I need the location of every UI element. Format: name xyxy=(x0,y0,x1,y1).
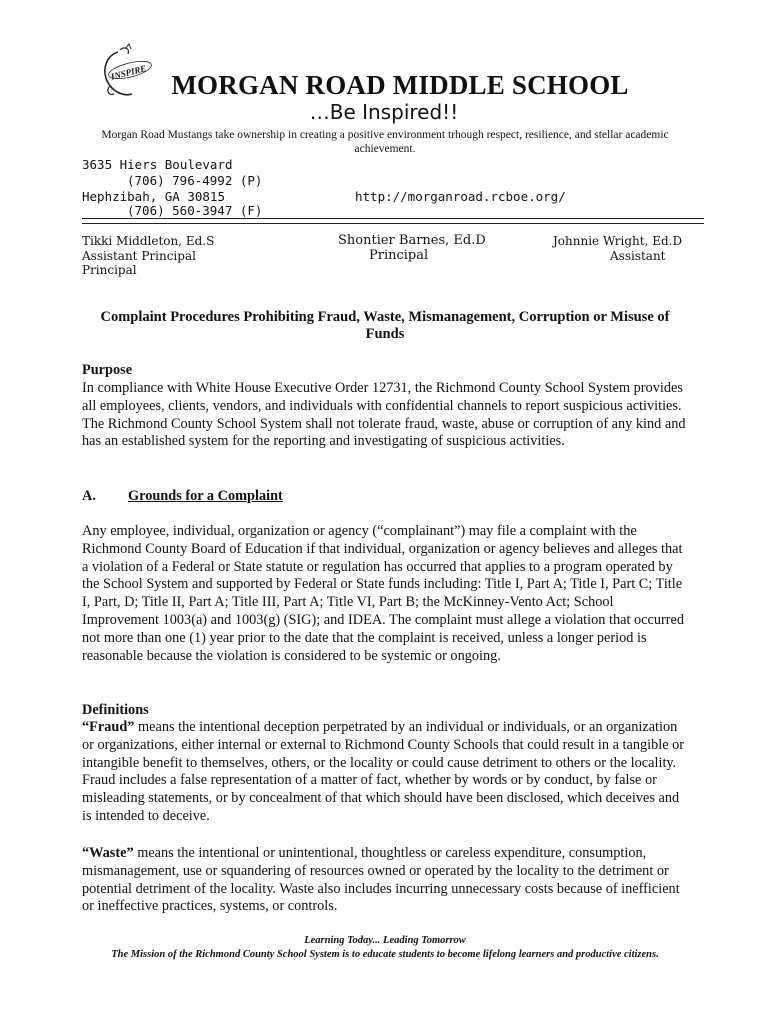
principal-name: Shontier Barnes, Ed.D xyxy=(338,233,486,248)
address-line-1: 3635 Hiers Boulevard xyxy=(82,157,233,172)
page-footer xyxy=(82,934,688,962)
waste-definition xyxy=(82,845,688,916)
assistant-principal-left-name: Tikki Middleton, Ed.S xyxy=(82,234,215,248)
assistant-principal-left-title: Assistant Principal xyxy=(82,249,196,263)
section-a-title: Grounds for a Complaint xyxy=(128,488,283,504)
purpose-heading: Purpose xyxy=(82,362,133,378)
fraud-text: means the intentional deception perpetrated by an individual or individuals, or an organization or organizations, either internal or external to Richmond County Schools that could result in a tangible or intangible benefit to themselves, others, or the locality or could cause detriment to others or the locality. Fraud includes a false representation of a matter of fact, whether by words or by conduct, by false or misleading statements, or by concealment of that which should have been disclosed, which deceives and is intended to deceive. xyxy=(82,719,685,824)
header-divider-top xyxy=(82,218,704,219)
fraud-definition xyxy=(82,719,688,826)
mission-statement: Morgan Road Mustangs take ownership in creating a positive environment trhough respect, resilience, and stellar academic achievement. xyxy=(101,129,669,155)
assistant-principal-right-title: Assistant xyxy=(610,249,666,263)
section-a-letter: A. xyxy=(82,488,96,504)
principal-title: Principal xyxy=(369,248,429,263)
logo-text: INSPIRE xyxy=(109,63,148,82)
document-title: Complaint Procedures Prohibiting Fraud, Waste, Mismanagement, Corruption or Misuse of Funds xyxy=(100,309,670,342)
waste-term: “Waste” xyxy=(82,845,134,861)
fraud-term: “Fraud” xyxy=(82,719,135,735)
address-line-2: Hephzibah, GA 30815 xyxy=(82,189,225,204)
school-tagline: …Be Inspired!! xyxy=(309,100,459,124)
website-link[interactable]: http://morganroad.rcboe.org/ xyxy=(355,189,566,204)
phone-number: (706) 796-4992 (P) xyxy=(127,173,263,188)
section-a-paragraph: Any employee, individual, organization or agency (“complainant”) may file a complaint with the Richmond County Board of Education if that individual, organization or agency believes and alleges that a violation of a Federal or State statute or regulation has occurred that applies to a program operated by the School System and supported by Federal or State funds including: Title I, Part A; Title I, Part C; Title I, Part, D; Title II, Part A; Title III, Part A; Title VI, Part B; the McKinney-Vento Act; School Improvement 1003(a) and 1003(g) (SIG); and IDEA. The complaint must allege a violation that occurred not more than one (1) year prior to the date that the complaint is received, unless a longer period is reasonable because the violation is considered to be systemic or ongoing. xyxy=(82,523,685,664)
purpose-paragraph: In compliance with White House Executive Order 12731, the Richmond County School System provides all employees, clients, vendors, and individuals with confidential channels to report suspicious activities. The Richmond County School System shall not tolerate fraud, waste, abuse or corruption of any kind and has an established system for the reporting and investigating of suspicious activities. xyxy=(82,380,686,450)
assistant-principal-left-title-2: Principal xyxy=(82,263,137,277)
definitions-heading: Definitions xyxy=(82,702,149,718)
fax-number: (706) 560-3947 (F) xyxy=(127,203,263,218)
footer-motto: Learning Today... Leading Tomorrow xyxy=(304,935,466,946)
header-divider-bottom xyxy=(82,223,704,224)
footer-mission: The Mission of the Richmond County School System is to educate students to become lifelong learners and productive citizens. xyxy=(111,949,659,960)
assistant-principal-right-name: Johnnie Wright, Ed.D xyxy=(553,234,683,248)
waste-text: means the intentional or unintentional, thoughtless or careless expenditure, consumption, mismanagement, use or squandering of resources owned or operated by the locality to the detriment or potential detriment of the locality. Waste also includes incurring unnecessary costs because of inefficient or ineffective practices, systems, or controls. xyxy=(82,845,680,915)
school-name: MORGAN ROAD MIDDLE SCHOOL xyxy=(171,70,629,100)
section-a-heading xyxy=(82,488,283,505)
